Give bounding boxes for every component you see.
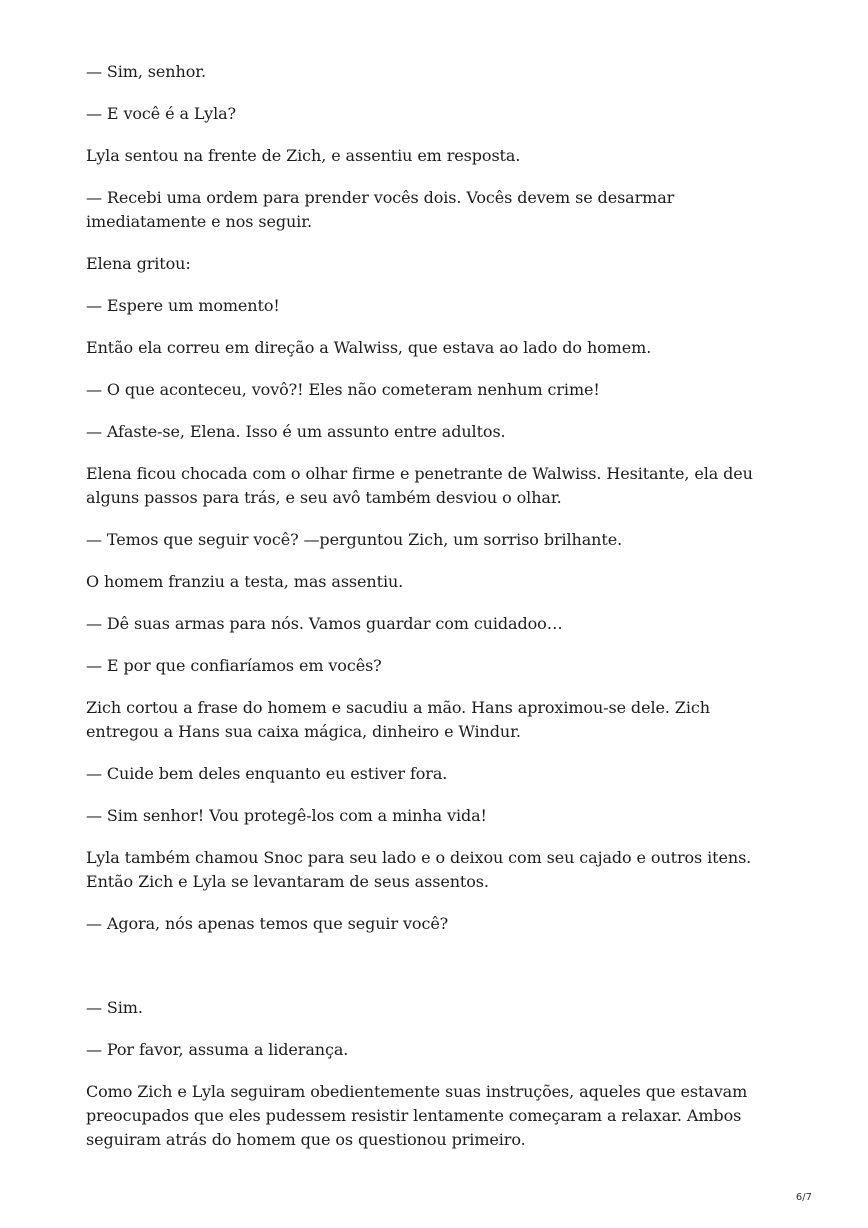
- paragraph: — Sim.: [86, 998, 143, 1017]
- paragraph: — Afaste-se, Elena. Isso é um assunto entre adultos.: [86, 422, 506, 441]
- paragraph: — Agora, nós apenas temos que seguir você?: [86, 914, 449, 933]
- paragraph: — Espere um momento!: [86, 296, 280, 315]
- paragraph: Elena ficou chocada com o olhar firme e penetrante de Walwiss. Hesitante, ela deu alguns passos para trás, e seu avô também desviou o olhar.: [86, 464, 753, 507]
- page-number: 6/7: [795, 1192, 812, 1203]
- paragraph: — Por favor, assuma a liderança.: [86, 1040, 349, 1059]
- paragraph: Lyla sentou na frente de Zich, e assentiu em resposta.: [86, 146, 521, 165]
- paragraph: — Recebi uma ordem para prender vocês dois. Vocês devem se desarmar imediatamente e nos seguir.: [86, 188, 675, 231]
- paragraph: — Cuide bem deles enquanto eu estiver fora.: [86, 764, 448, 783]
- document-body: [86, 60, 786, 1152]
- paragraph: — Sim, senhor.: [86, 62, 207, 81]
- paragraph: Lyla também chamou Snoc para seu lado e o deixou com seu cajado e outros itens. Então Zich e Lyla se levantaram de seus assentos.: [86, 848, 752, 891]
- paragraph: Então ela correu em direção a Walwiss, que estava ao lado do homem.: [86, 338, 652, 357]
- paragraph: — Dê suas armas para nós. Vamos guardar com cuidadoo…: [86, 614, 563, 633]
- paragraph: Como Zich e Lyla seguiram obedientemente suas instruções, aqueles que estavam preocupados que eles pudessem resistir lentamente começaram a relaxar. Ambos seguiram atrás do homem que os questionou primeiro.: [86, 1082, 748, 1149]
- paragraph: — Temos que seguir você? —perguntou Zich, um sorriso brilhante.: [86, 530, 623, 549]
- paragraph: — E por que confiaríamos em vocês?: [86, 656, 382, 675]
- paragraph: Zich cortou a frase do homem e sacudiu a mão. Hans aproximou-se dele. Zich entregou a Hans sua caixa mágica, dinheiro e Windur.: [86, 698, 710, 741]
- paragraph: — O que aconteceu, vovô?! Eles não cometeram nenhum crime!: [86, 380, 600, 399]
- paragraph: O homem franziu a testa, mas assentiu.: [86, 572, 404, 591]
- paragraph: — E você é a Lyla?: [86, 104, 237, 123]
- paragraph: Elena gritou:: [86, 254, 191, 273]
- paragraph: — Sim senhor! Vou protegê-los com a minha vida!: [86, 806, 487, 825]
